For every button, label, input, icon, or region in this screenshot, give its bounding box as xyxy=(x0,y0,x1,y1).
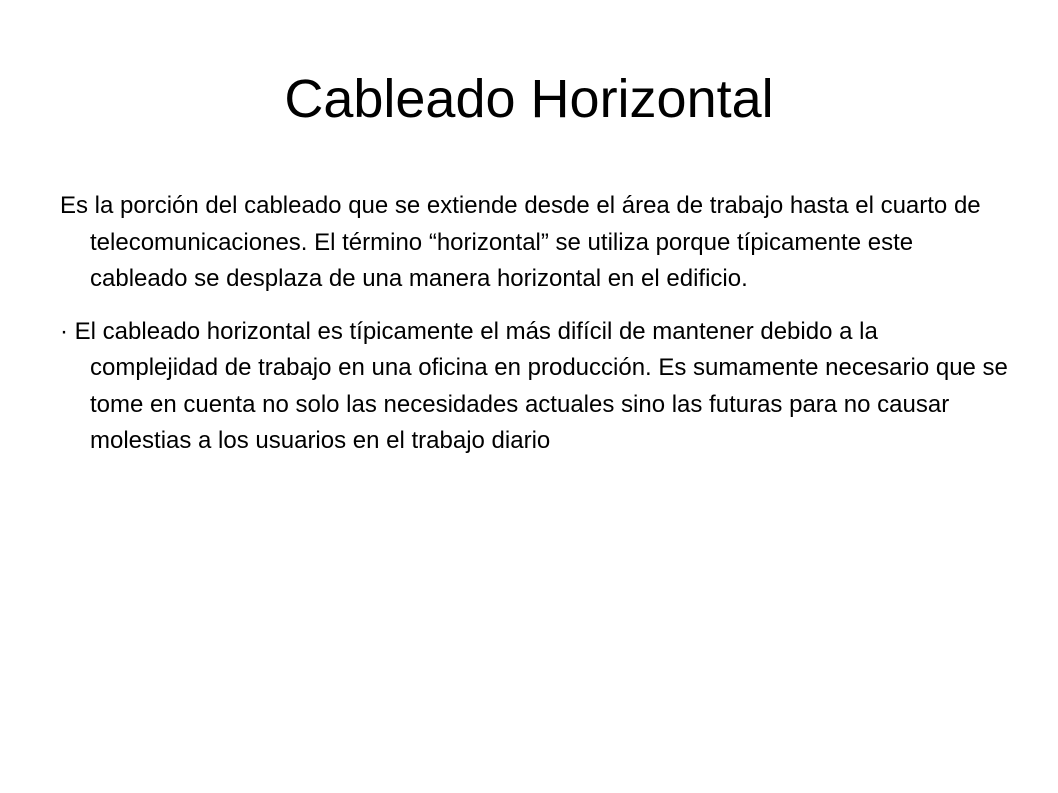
slide-title: Cableado Horizontal xyxy=(284,69,774,129)
body-paragraph: Es la porción del cableado que se extiende desde el área de trabajo hasta el cuarto de telecomunicaciones. El término “horizontal” se utiliza porque típicamente este cableado se desplaza de una manera horizontal en el edificio. xyxy=(60,192,981,292)
body-paragraph: · El cableado horizontal es típicamente el más difícil de mantener debido a la complejidad de trabajo en una oficina en producción. Es sumamente necesario que se tome en cuenta no solo las necesidades actuales sino las futuras para no causar molestias a los usuarios en el trabajo diario xyxy=(60,317,1008,454)
slide-body xyxy=(60,188,1010,476)
